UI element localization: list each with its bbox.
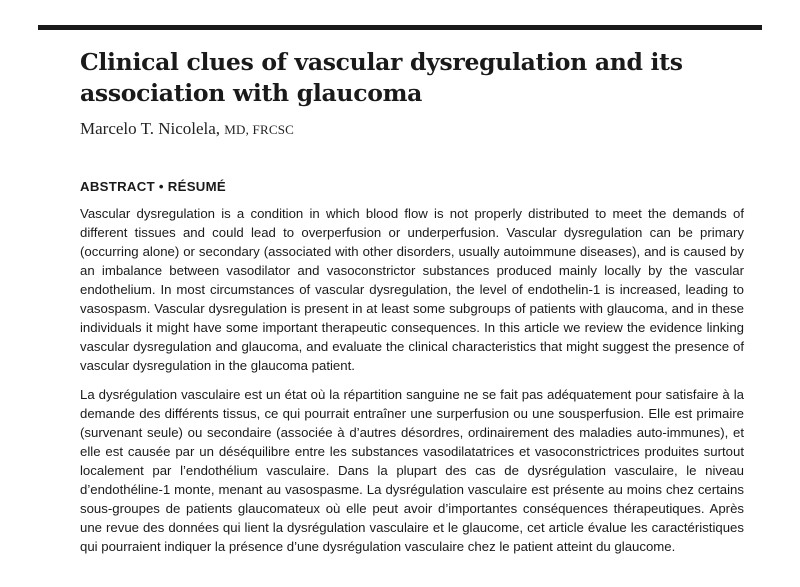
author-line	[80, 119, 294, 140]
author-name: Marcelo T. Nicolela,	[80, 119, 221, 138]
abstract-heading: ABSTRACT • RÉSUMÉ	[80, 179, 226, 194]
top-rule	[38, 25, 762, 30]
author-degrees: MD, FRCSC	[224, 122, 295, 137]
abstract-english: Vascular dysregulation is a condition in which blood flow is not properly distributed to meet the demands of different tissues and could lead to overperfusion or underperfusion. Vascular dysregulation can be primary (occurring alone) or secondary (associated with other disorders, usually autoimmune diseases), and is caused by an imbalance between vasodilator and vasoconstrictor substances produced mainly locally by the vascular endothelium. In most circumstances of vascular dysregulation, the level of endothelin-1 is increased, leading to vasospasm. Vascular dysregulation is present in at least some subgroups of patients with glaucoma, and in these individuals it might have some important therapeutic consequences. In this article we review the evidence linking vascular dysregulation and glaucoma, and evaluate the clinical characteristics that might suggest the presence of vascular dysregulation in the glaucoma patient.	[80, 206, 744, 373]
article-title: Clinical clues of vascular dysregulation and its association with glaucoma	[80, 48, 683, 107]
abstract-french: La dysrégulation vasculaire est un état où la répartition sanguine ne se fait pas adéquatement pour satisfaire à la demande des différents tissus, ce qui pourrait entraîner une surperfusion ou une sousperfusion. Elle est primaire (survenant seule) ou secondaire (associée à d’autres désordres, ordinairement des maladies auto-immunes), et elle est causée par un déséquilibre entre les substances vasodilatatrices et vasoconstrictrices produites surtout localement par l’endothélium vasculaire. Dans la plupart des cas de dysrégulation vasculaire, le niveau d’endothéline-1 monte, menant au vasospasme. La dysrégulation vasculaire est présente au moins chez certains sous-groupes de patients glaucomateux où elle peut avoir d’importantes conséquences thérapeutiques. Après une revue des données qui lient la dysrégulation vasculaire et le glaucome, cet article évalue les caractéristiques qui pourraient indiquer la présence d’une dysrégulation vasculaire chez le patient atteint du glaucome.	[80, 387, 744, 554]
